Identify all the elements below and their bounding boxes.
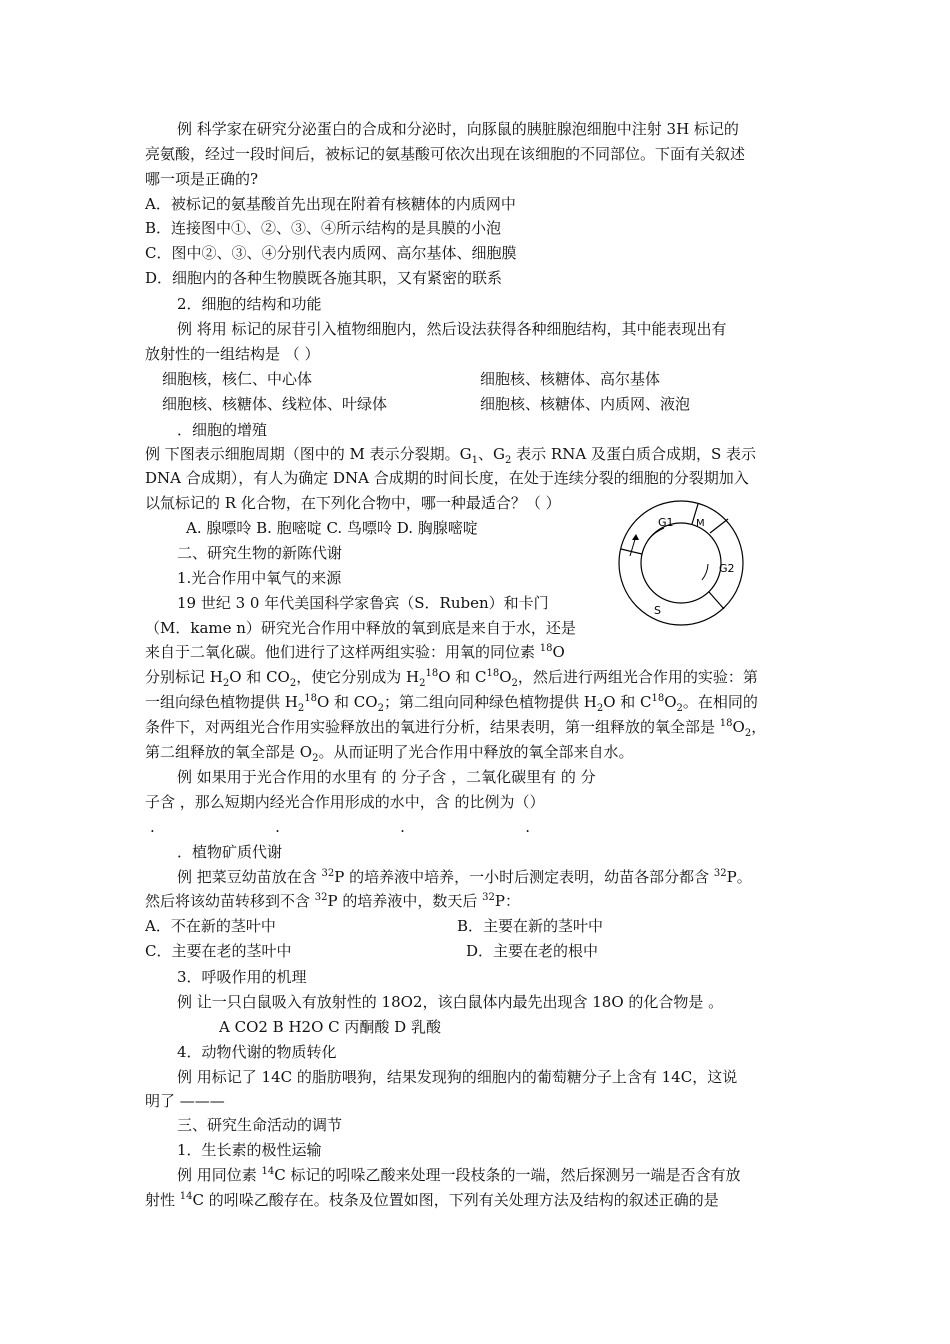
text-line: 条件下，对两组光合作用实验释放出的氧进行分析，结果表明，第一组释放的氧全部是 $^{18}O_2$，: [145, 718, 767, 739]
text-line: 例 如果用于光合作用的水里有 的 分子含 ，二氧化碳里有 的 分: [177, 768, 596, 786]
text-line: 分别标记 $H_2O$ 和 $CO_2$，使它分别成为 $H_2^{18}O$ 和 $C^{18}O_2$，然后进行两组光合作用的实验：第: [145, 668, 758, 689]
section-heading: 3．呼吸作用的机理: [177, 968, 307, 986]
text-line: 明了 ———: [145, 1092, 225, 1110]
text-line: DNA 合成期），有人为确定 DNA 合成期的时间长度，在处于连续分裂的细胞的分裂期加入: [145, 469, 749, 487]
s-label: S: [654, 604, 661, 617]
option-a: A．被标记的氨基酸首先出现在附着有核糖体的内质网中: [145, 195, 516, 213]
phase-divider: [710, 519, 728, 533]
option-a: A．不在新的茎叶中: [145, 917, 276, 935]
text-line: 然后将该幼苗转移到不含 $^{32}$P 的培养液中，数天后 $^{32}$P：: [145, 892, 520, 910]
g2-label: G2: [719, 562, 735, 575]
cell-cycle-diagram: [616, 498, 746, 628]
section-heading: 2．细胞的结构和功能: [177, 295, 322, 313]
text-line: 例 用标记了 14C 的脂肪喂狗，结果发现狗的细胞内的葡萄糖分子上含有 14C，这说: [177, 1068, 738, 1086]
text-line: 例 把菜豆幼苗放在含 $^{32}$P 的培养液中培养，一小时后测定表明，幼苗各部分都含 $^{32}$P。: [177, 868, 752, 886]
text-line: 哪一项是正确的?: [145, 170, 259, 188]
section-heading: ．植物矿质代谢: [177, 843, 283, 861]
cycle-arrow: [702, 564, 708, 580]
text-line: 射性 $^{14}$C 的吲哚乙酸存在。枝条及位置如图，下列有关处理方法及结构的叙述正确的是: [145, 1191, 719, 1209]
option-c: C．主要在老的茎叶中: [145, 942, 292, 960]
section-heading: ．细胞的增殖: [177, 421, 268, 439]
option-b: 细胞核、核糖体、高尔基体: [480, 370, 661, 388]
section-heading: 二、研究生物的新陈代谢: [177, 544, 343, 562]
option-c: 细胞核、核糖体、线粒体、叶绿体: [162, 395, 388, 413]
option-d: D．细胞内的各种生物膜既各施其职，又有紧密的联系: [145, 269, 503, 287]
section-heading: 1.光合作用中氧气的来源: [177, 569, 342, 587]
text-line: 子含 ，那么短期内经光合作用形成的水中，含 的比例为（）: [145, 793, 545, 811]
answer-options: . . . .: [150, 818, 530, 836]
text-line: （M．kame n）研究光合作用中释放的氧到底是来自于水，还是: [145, 619, 576, 637]
text-line: 例 将用 标记的尿苷引入植物细胞内，然后设法获得各种细胞结构，其中能表现出有: [177, 320, 727, 338]
answer-options: A. 腺嘌呤 B. 胞嘧啶 C. 鸟嘌呤 D. 胸腺嘧啶: [186, 519, 478, 537]
section-heading: 三、研究生命活动的调节: [177, 1116, 343, 1134]
text-line: 例 让一只白鼠吸入有放射性的 18O2，该白鼠体内最先出现含 18O 的化合物是 。: [177, 993, 724, 1011]
text-line: 例 下图表示细胞周期（图中的 M 表示分裂期。$G_1$、$G_2$ 表示 RNA 及蛋白质合成期，S 表示: [145, 445, 756, 466]
option-a: 细胞核，核仁、中心体: [162, 370, 313, 388]
text-line: 放射性的一组结构是 （ ）: [145, 345, 320, 363]
option-b: B．主要在新的茎叶中: [457, 917, 604, 935]
text-line: 一组向绿色植物提供 $H_2^{18}O$ 和 $CO_2$；第二组向同种绿色植物提供 $H_2O$ 和 $C^{18}O_2$。在相同的: [145, 693, 758, 714]
cycle-arrow: [648, 528, 664, 540]
text-line: 来自于二氧化碳。他们进行了这样两组实验：用氧的同位素 $^{18}$O: [145, 643, 565, 661]
option-d: D．主要在老的根中: [466, 942, 599, 960]
option-c: C．图中②、③、④分别代表内质网、高尔基体、细胞膜: [145, 244, 517, 262]
text-line: 亮氨酸，经过一段时间后，被标记的氨基酸可依次出现在该细胞的不同部位。下面有关叙述: [145, 145, 746, 163]
text-line: 以氚标记的 R 化合物，在下列化合物中，哪一种最适合？（ ）: [145, 494, 561, 512]
m-label: M: [696, 518, 705, 529]
option-b: B．连接图中①、②、③、④所示结构的是具膜的小泡: [145, 219, 502, 237]
text-line: 第二组释放的氧全部是 $O_2$。从而证明了光合作用中释放的氧全部来自水。: [145, 743, 634, 764]
section-heading: 4．动物代谢的物质转化: [177, 1043, 337, 1061]
answer-options: A CO2 B H2O C 丙酮酸 D 乳酸: [219, 1018, 441, 1036]
arrow-head: [632, 534, 639, 540]
text-line: 例 科学家在研究分泌蛋白的合成和分泌时，向豚鼠的胰脏腺泡细胞中注射 3H 标记的: [177, 120, 739, 138]
section-heading: 1．生长素的极性运输: [177, 1141, 322, 1159]
text-line: 例 用同位素 $^{14}$C 标记的吲哚乙酸来处理一段枝条的一端，然后探测另一端是否含有放: [177, 1166, 741, 1184]
option-d: 细胞核、核糖体、内质网、液泡: [480, 395, 691, 413]
phase-divider: [709, 592, 724, 609]
text-line: 19 世纪 3 0 年代美国科学家鲁宾（S．Ruben）和卡门: [177, 594, 549, 612]
g1-label: G1: [658, 516, 674, 529]
